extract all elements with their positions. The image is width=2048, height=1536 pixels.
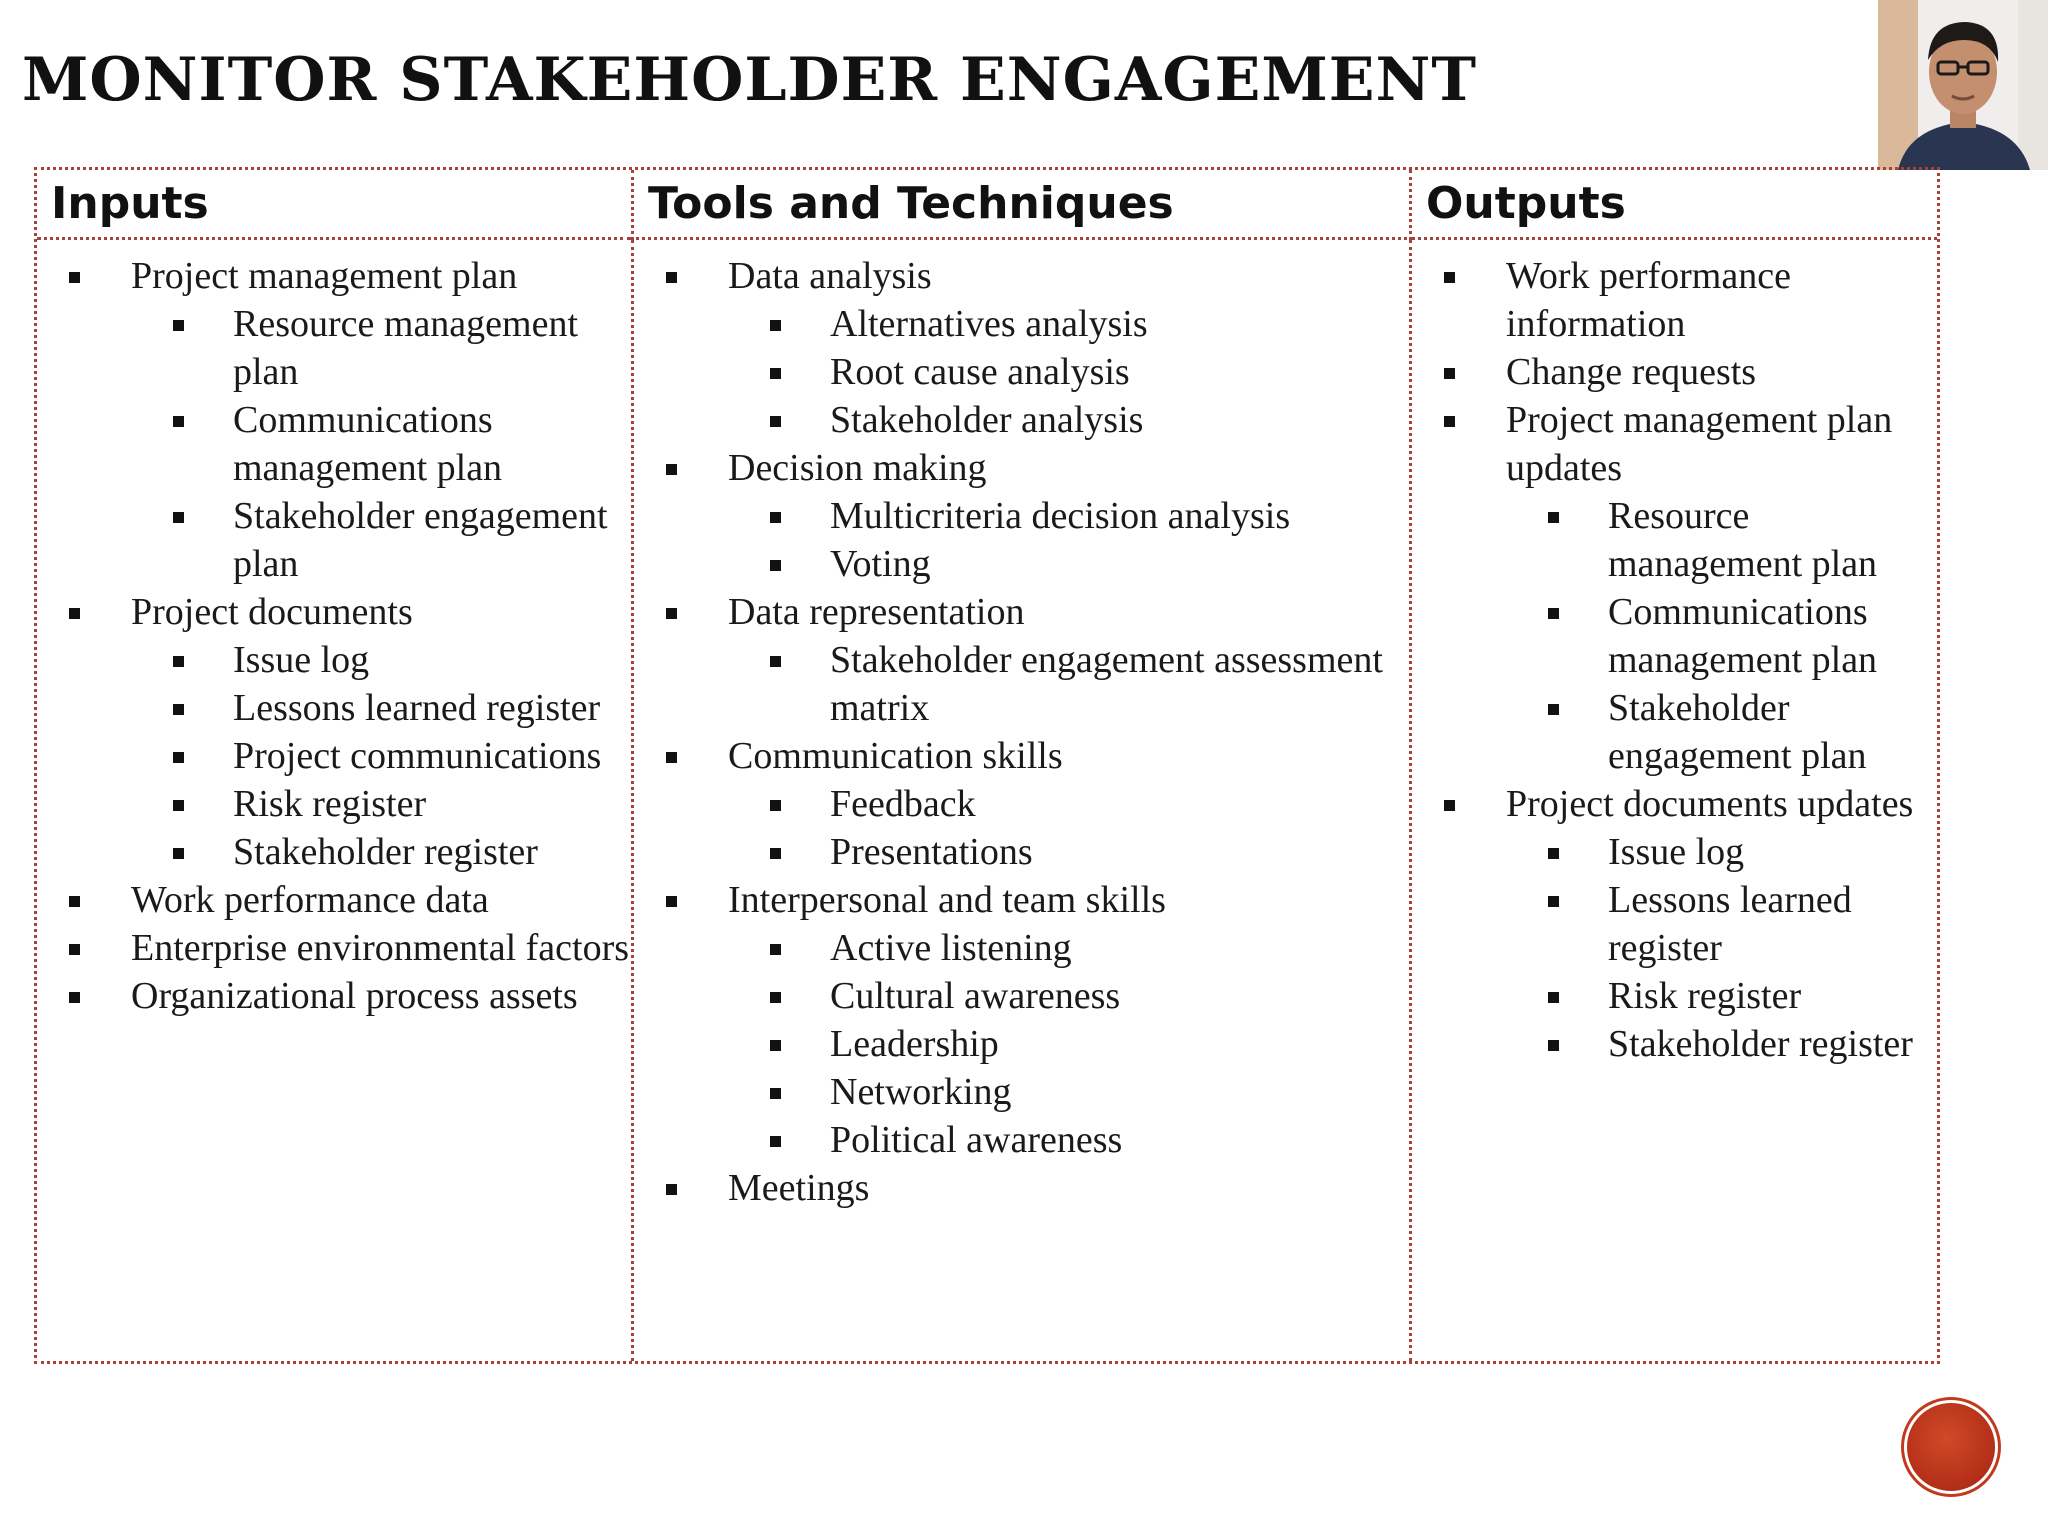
outputs-column (1412, 240, 1937, 1361)
sub-list-item: Cultural awareness (648, 972, 1409, 1020)
list-item (648, 252, 1409, 444)
list-item-label: Project management plan updates (1506, 399, 1893, 489)
sub-bullet-list (728, 924, 1409, 1164)
list-item (51, 252, 631, 588)
list-item (1426, 780, 1937, 1068)
sub-list-item: Political awareness (648, 1116, 1409, 1164)
sub-list-item: Feedback (648, 780, 1409, 828)
sub-bullet-list (728, 636, 1409, 732)
sub-list-item: Lessons learned register (1426, 876, 1937, 972)
sub-list-item: Leadership (648, 1020, 1409, 1068)
sub-list-item: Alternatives analysis (648, 300, 1409, 348)
list-item-label: Enterprise environmental factors (131, 927, 630, 969)
list-item-label: Organizational process assets (131, 975, 578, 1017)
sub-bullet-list (728, 300, 1409, 444)
sub-list-item: Multicriteria decision analysis (648, 492, 1409, 540)
tools-column (631, 240, 1412, 1361)
presenter-avatar-icon (1878, 0, 2048, 170)
bullet-list (51, 252, 631, 1020)
list-item-label: Project documents updates (1506, 783, 1914, 825)
list-item (1426, 396, 1937, 780)
sub-list-item: Communications management plan (51, 396, 631, 492)
list-item (51, 924, 631, 972)
itto-table (34, 167, 1940, 1364)
sub-bullet-list (1506, 828, 1937, 1068)
sub-list-item: Lessons learned register (51, 684, 631, 732)
list-item-label: Data representation (728, 591, 1025, 633)
sub-list-item: Project communications (51, 732, 631, 780)
sub-list-item: Resource management plan (51, 300, 631, 396)
inputs-column (37, 240, 631, 1361)
sub-bullet-list (131, 636, 631, 876)
list-item-label: Interpersonal and team skills (728, 879, 1166, 921)
sub-list-item: Networking (648, 1068, 1409, 1116)
list-item-label: Meetings (728, 1167, 870, 1209)
inputs-header: Inputs (37, 170, 631, 240)
sub-list-item: Stakeholder engagement plan (1426, 684, 1937, 780)
list-item (648, 876, 1409, 1164)
list-item-label: Data analysis (728, 255, 932, 297)
sub-list-item: Issue log (51, 636, 631, 684)
list-item-label: Decision making (728, 447, 987, 489)
sub-bullet-list (131, 300, 631, 588)
sub-list-item: Presentations (648, 828, 1409, 876)
sub-bullet-list (728, 780, 1409, 876)
sub-list-item: Active listening (648, 924, 1409, 972)
list-item-label: Work performance information (1506, 255, 1791, 345)
list-item (51, 588, 631, 876)
slide-title: MONITOR STAKEHOLDER ENGAGEMENT (22, 45, 1478, 115)
list-item-label: Communication skills (728, 735, 1063, 777)
sub-list-item: Communications management plan (1426, 588, 1937, 684)
tools-header: Tools and Techniques (631, 170, 1412, 240)
sub-list-item: Risk register (1426, 972, 1937, 1020)
outputs-header: Outputs (1412, 170, 1937, 240)
sub-list-item: Resource management plan (1426, 492, 1937, 588)
sub-list-item: Risk register (51, 780, 631, 828)
sub-list-item: Stakeholder engagement plan (51, 492, 631, 588)
sub-list-item: Stakeholder analysis (648, 396, 1409, 444)
sub-list-item: Voting (648, 540, 1409, 588)
next-slide-button[interactable] (1907, 1403, 1995, 1491)
presenter-webcam-icon (1878, 0, 2048, 170)
list-item (51, 876, 631, 924)
list-item (51, 972, 631, 1020)
sub-list-item: Root cause analysis (648, 348, 1409, 396)
list-item (648, 1164, 1409, 1212)
list-item-label: Project management plan (131, 255, 518, 297)
list-item-label: Project documents (131, 591, 413, 633)
sub-list-item: Stakeholder engagement assessment matrix (648, 636, 1409, 732)
sub-bullet-list (1506, 492, 1937, 780)
sub-list-item: Stakeholder register (51, 828, 631, 876)
list-item-label: Work performance data (131, 879, 489, 921)
sub-list-item: Issue log (1426, 828, 1937, 876)
bullet-list (648, 252, 1409, 1212)
list-item (1426, 252, 1937, 348)
bullet-list (1426, 252, 1937, 1068)
list-item (648, 588, 1409, 732)
list-item (648, 444, 1409, 588)
list-item-label: Change requests (1506, 351, 1757, 393)
sub-list-item: Stakeholder register (1426, 1020, 1937, 1068)
list-item (648, 732, 1409, 876)
list-item (1426, 348, 1937, 396)
sub-bullet-list (728, 492, 1409, 588)
